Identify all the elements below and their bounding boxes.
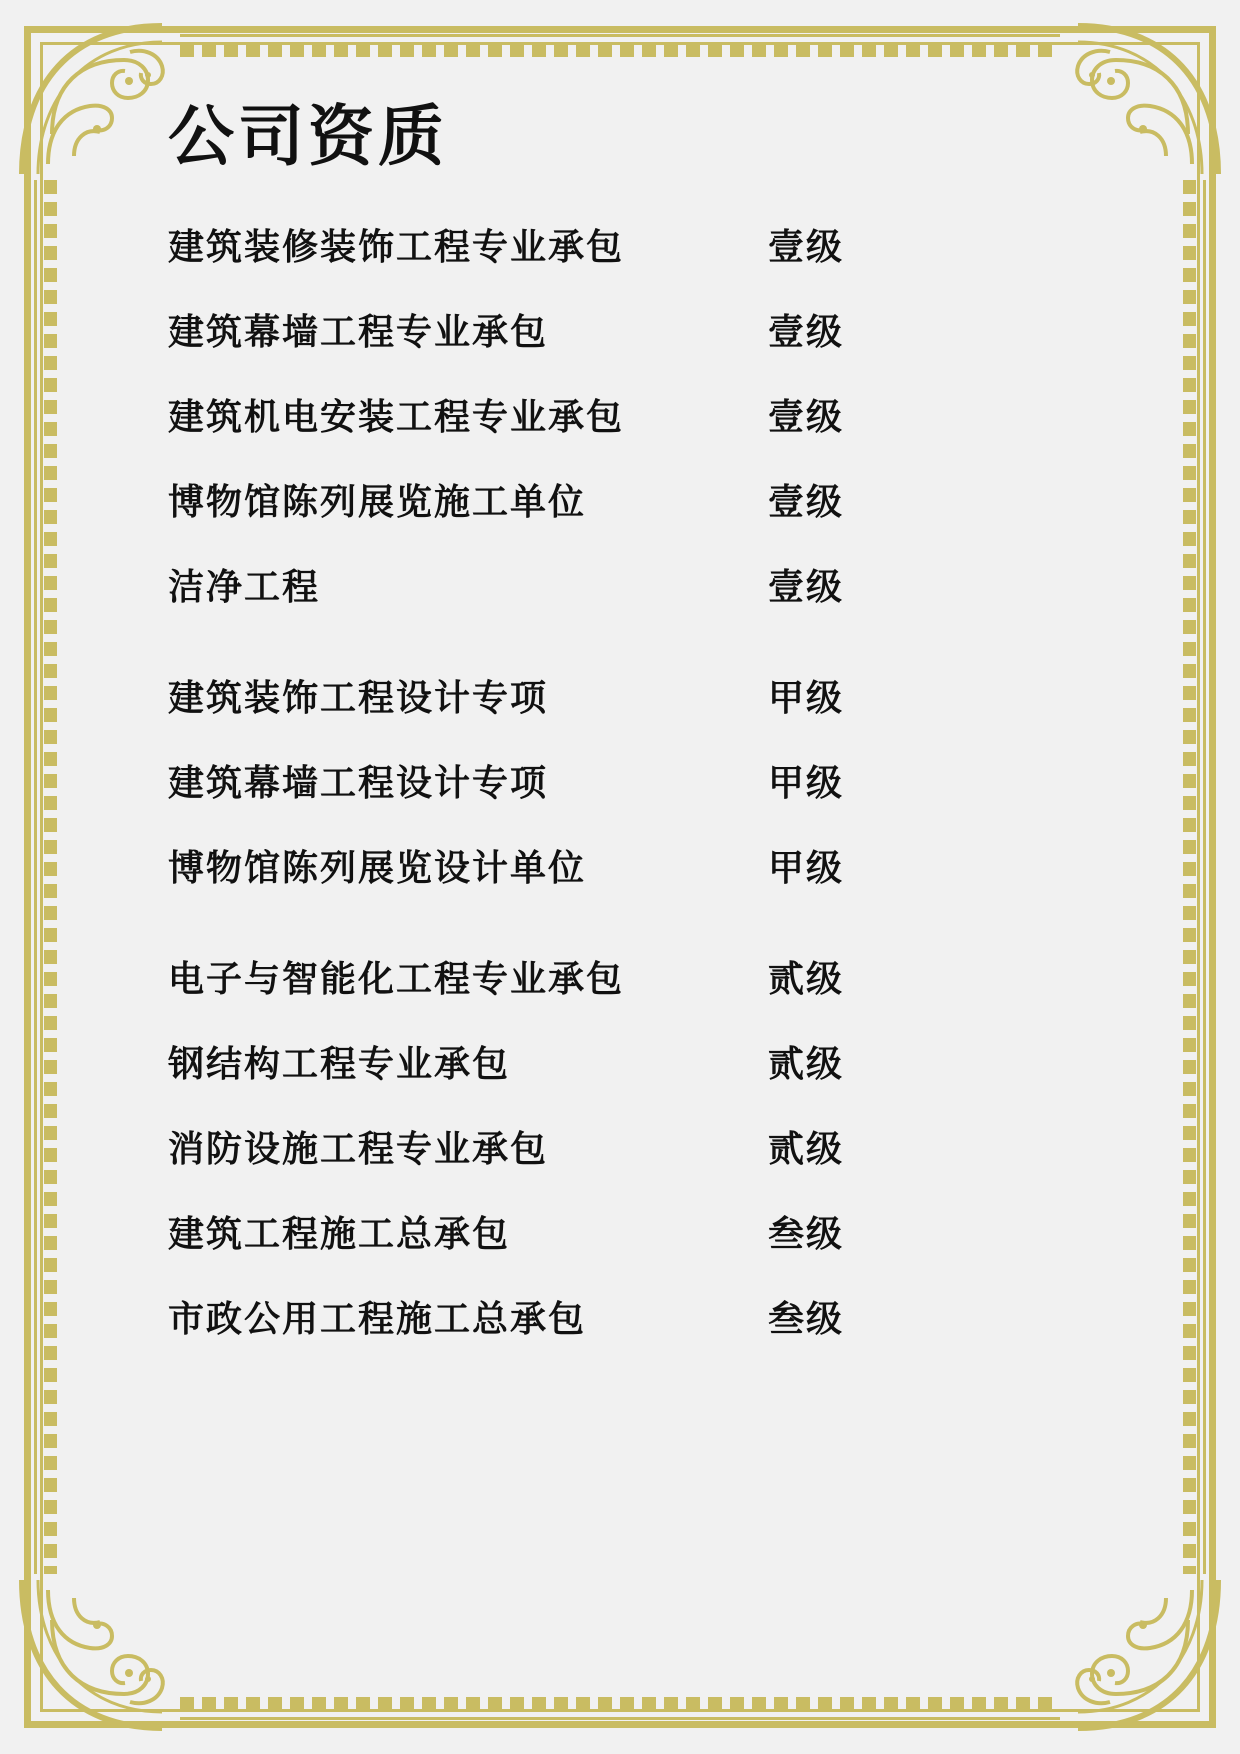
qualification-row [120, 1036, 1000, 1087]
qualification-name: 建筑机电安装工程专业承包 [168, 395, 625, 438]
qualification-level: 壹级 [768, 565, 845, 608]
qualification-row [120, 755, 1000, 806]
qualification-row [120, 219, 1000, 270]
bottom-accent-rule [180, 1717, 1060, 1720]
qualification-level: 叁级 [768, 1212, 845, 1255]
qualification-row [120, 474, 1000, 525]
qualification-name: 建筑幕墙工程专业承包 [168, 310, 549, 353]
qualification-level: 贰级 [768, 1042, 845, 1085]
scroll-corner-ornament-icon [1058, 1570, 1228, 1740]
qualification-name: 建筑装饰工程设计专项 [168, 676, 549, 719]
qualification-row [120, 670, 1000, 721]
qualification-level: 壹级 [768, 395, 845, 438]
qualification-name: 建筑幕墙工程设计专项 [168, 761, 549, 804]
qualification-name: 洁净工程 [168, 565, 321, 608]
qualification-level: 壹级 [768, 310, 845, 353]
qualification-row [120, 304, 1000, 355]
qualification-row [120, 389, 1000, 440]
qualification-row [120, 840, 1000, 891]
qualification-name: 电子与智能化工程专业承包 [168, 957, 625, 1000]
qualification-level: 壹级 [768, 225, 845, 268]
qualification-level: 贰级 [768, 957, 845, 1000]
scroll-corner-ornament-icon [1058, 14, 1228, 184]
qualification-group [120, 951, 1000, 1342]
qualification-level: 甲级 [768, 676, 845, 719]
qualification-row [120, 1121, 1000, 1172]
qualification-level: 甲级 [768, 761, 845, 804]
qualification-row [120, 1291, 1000, 1342]
qualification-group [120, 219, 1000, 610]
qualification-name: 建筑装修装饰工程专业承包 [168, 225, 625, 268]
qualification-name: 钢结构工程专业承包 [168, 1042, 511, 1085]
right-dashed-band [1183, 180, 1196, 1574]
qualification-row [120, 951, 1000, 1002]
qualification-name: 市政公用工程施工总承包 [168, 1297, 587, 1340]
qualification-name: 博物馆陈列展览施工单位 [168, 480, 587, 523]
qualification-level: 甲级 [768, 846, 845, 889]
qualification-row [120, 1206, 1000, 1257]
page-title: 公司资质 [168, 97, 448, 175]
qualification-level: 叁级 [768, 1297, 845, 1340]
qualification-group [120, 670, 1000, 891]
qualification-row [120, 559, 1000, 610]
qualification-name: 建筑工程施工总承包 [168, 1212, 511, 1255]
qualification-level: 壹级 [768, 480, 845, 523]
qualification-name: 消防设施工程专业承包 [168, 1127, 549, 1170]
left-accent-rule [34, 180, 37, 1574]
qualification-name: 博物馆陈列展览设计单位 [168, 846, 587, 889]
bottom-dashed-band [180, 1697, 1060, 1710]
top-dashed-band [180, 44, 1060, 57]
scroll-corner-ornament-icon [12, 1570, 182, 1740]
certificate-content [120, 97, 1000, 1402]
top-accent-rule [180, 34, 1060, 37]
qualification-level: 贰级 [768, 1127, 845, 1170]
right-accent-rule [1203, 180, 1206, 1574]
left-dashed-band [44, 180, 57, 1574]
